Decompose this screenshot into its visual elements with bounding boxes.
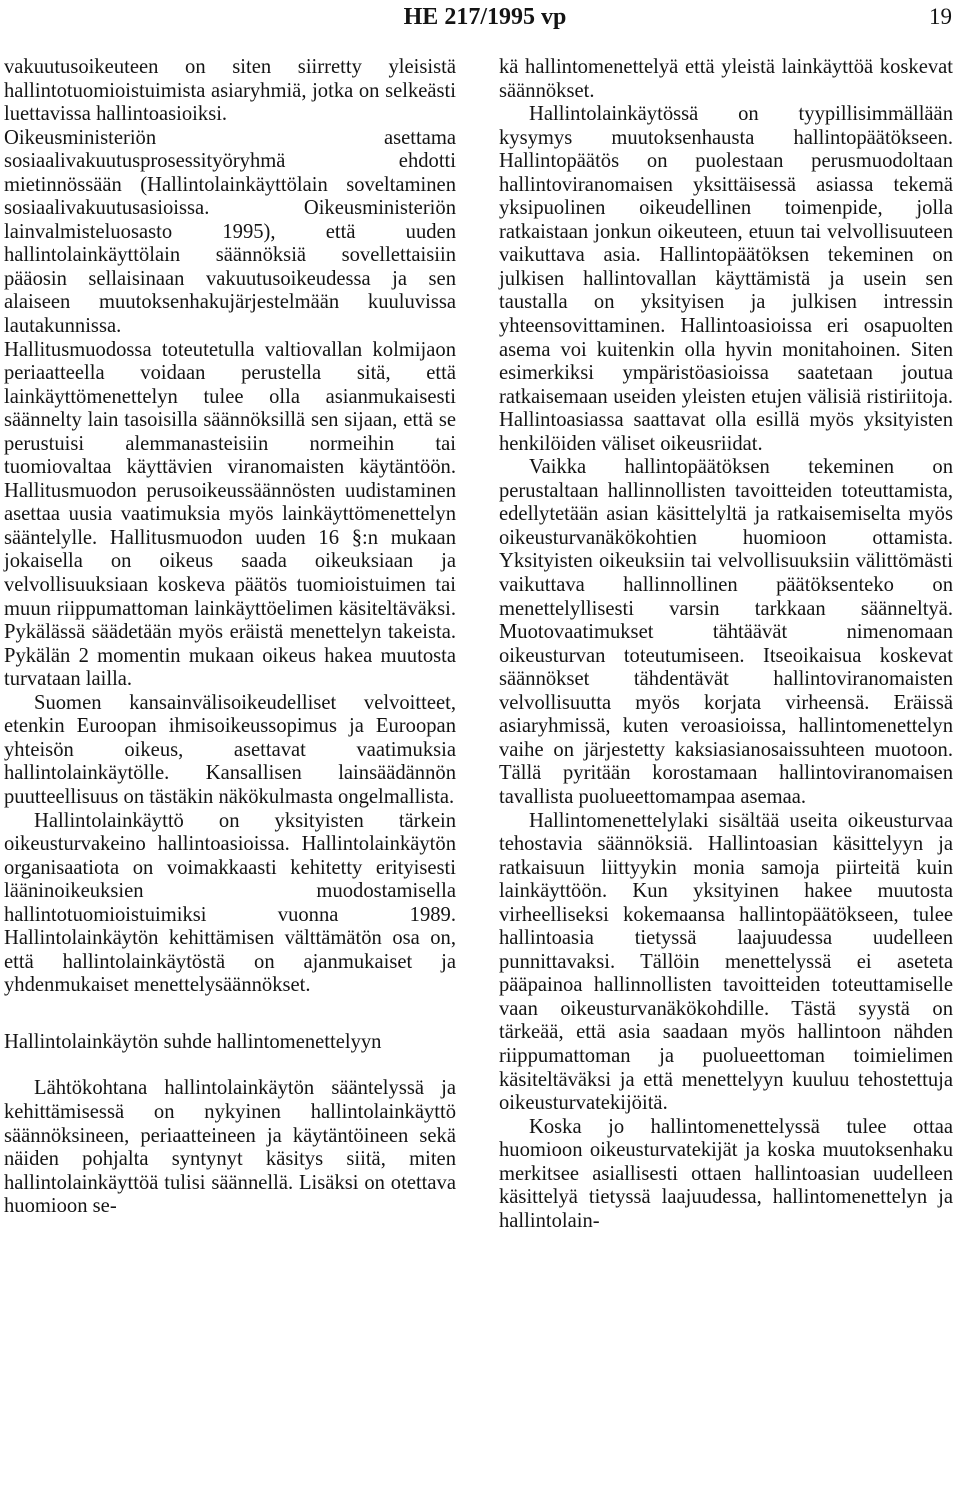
paragraph: vakuutusoikeuteen on siten siirretty yleisistä hallintotuomioistuimista asiaryhmiä, jotka on selkeästi luettavissa hallintoasioiksi. — [4, 56, 456, 126]
paragraph: Koska jo hallintomenettelyssä tulee ottaa huomioon oikeusturvatekijät ja koska muutoksenhaku merkitsee asiallisesti ottaen hallintoasian uudelleen käsittelyä tietyssä laajuudessa, hallintomenettelyn ja hallintolain- — [499, 1115, 953, 1232]
paragraph: Oikeusministeriön asettama sosiaalivakuutusprosessityöryhmä ehdotti mietinnössään (Hallintolainkäyttölain soveltaminen sosiaalivakuutusasioissa. Oikeusministeriön lainvalmisteluosasto 1995), että uuden hallintolainkäyttölain säännöksiä sovellettaisiin pääosin sellaisinaan vakuutusoikeudessa ja sen alaiseen muutoksenhakujärjestelmään kuuluvissa lautakunnissa. — [4, 126, 456, 338]
paragraph: Hallitusmuodossa toteutetulla valtiovallan kolmijaon periaatteella voidaan perustella sitä, että lainkäyttömenettelyn tulee olla asianmukaisesti säännelty lain tasoisilla säännöksillä sen sijaan, että se perustuisi alemmanasteisiin normeihin tai tuomiovaltaa käyttävien viranomaisten käytäntöön. Hallitusmuodon perusoikeussäännösten uudistaminen asettaa uusia vaatimuksia myös lainkäyttömenettelyn sääntelylle. Hallitusmuodon uuden 16 §:n mukaan jokaisella on oikeus saada oikeuksiaan ja velvollisuuksiaan koskeva päätös tuomioistuimen tai muun riippumattoman lainkäyttöelimen käsiteltäväksi. Pykälässä säädetään myös eräistä menettelyn takeista. Pykälän 2 momentin mukaan oikeus hakea muutosta turvataan lailla. — [4, 338, 456, 691]
paragraph: kä hallintomenettelyä että yleistä lainkäyttöä koskevat säännökset. — [499, 56, 953, 102]
paragraph: Hallintomenettelylaki sisältää useita oikeusturvaa tehostavia säännöksiä. Hallintoasian käsittelyyn ja ratkaisuun liittyykin monia samoja piirteitä kuin lainkäyttöön. Kun yksityinen hakee muutosta virheelliseksi kokemaansa hallintopäätökseen, tulee hallintoasia tietyssä laajuudessa uudelleen punnittavaksi. Tällöin menettelyssä ei aseteta pääpainoa hallinnollisten tavoitteiden toteuttamiselle vaan oikeusturvanäkökohdille. Tästä syystä on tärkeää, että asia saadaan myös hallintoon nähden riippumattoman ja puolueettoman toimielimen käsiteltäväksi ja että menettelyyn kuuluu tehostettuja oikeusturvatekijöitä. — [499, 809, 953, 1115]
page-header — [0, 0, 960, 40]
page-number: 19 — [929, 4, 952, 29]
paragraph: Hallintolainkäytössä on tyypillisimmällään kysymys muutoksenhausta hallintopäätökseen. Hallintopäätös on puolestaan perusmuodoltaan hallintoviranomaisen yksittäisessä asiassa tekemä yksipuolinen oikeudellinen toimenpide, jolla ratkaistaan jonkun oikeuteen, etuun tai velvollisuuteen vaikuttava asia. Hallintopäätöksen tekeminen on julkisen hallintovallan käyttämistä ja usein sen taustalla on yksityisen ja julkisen intressin yhteensovittaminen. Hallintoasioissa eri osapuolten asema voi kuitenkin olla hyvin monitahoinen. Siten esimerkiksi ympäristöasioissa saatetaan joutua ratkaisemaan useiden yleisten etujen välisiä ristiriitoja. Hallintoasiassa saattavat olla esillä myös yksityisten henkilöiden väliset oikeusriidat. — [499, 103, 953, 455]
paragraph: Lähtökohtana hallintolainkäytön sääntelyssä ja kehittämisessä on nykyinen hallintolainkäyttö säännöksineen, periaatteineen ja käytäntöineen sekä näiden pohjalta syntynyt käsitys siitä, miten hallintolainkäyttöä tulisi säännellä. Lisäksi on otettava huomioon se- — [4, 1077, 456, 1218]
paragraph: Vaikka hallintopäätöksen tekeminen on perustaltaan hallinnollisten tavoitteiden toteuttamista, edellytetään asian käsittelyltä ja ratkaisemiselta myös oikeusturvanäkökohtien huomioon ottamista. Yksityisten oikeuksiin tai velvollisuuksiin välittömästi vaikuttava hallinnollinen päätöksenteko on menettelyllisesti varsin tarkkaan säänneltyä. Muotovaatimukset tähtäävät nimenomaan oikeusturvan toteutumiseen. Itseoikaisua koskevat säännökset tähdentävät hallintoviranomaisten velvollisuutta myös korjata virheensä. Eräissä asiaryhmissä, kuten veroasioissa, hallintomenettelyn vaihe on järjestetty kaksiasianosaissuhteen muotoon. Tällä pyritään korostamaan hallintoviranomaisen tavallista puolueettomampaa asemaa. — [499, 456, 953, 808]
left-column — [4, 56, 456, 1219]
section-heading: Hallintolainkäytön suhde hallintomenettelyyn — [4, 1030, 382, 1053]
paragraph: Hallintolainkäyttö on yksityisten tärkein oikeusturvakeino hallintoasioissa. Hallintolainkäytön organisaatiota on voimakkaasti kehitetty erityisesti lääninoikeuksien muodostamisella hallintotuomioistuimiksi vuonna 1989. Hallintolainkäytön kehittämisen välttämätön osa on, että hallintolainkäytöstä on ajanmukaiset ja yhdenmukaiset menettelysäännökset. — [4, 809, 456, 997]
right-column — [499, 56, 953, 1233]
document-id: HE 217/1995 vp — [403, 4, 567, 30]
paragraph: Suomen kansainvälisoikeudelliset velvoitteet, etenkin Euroopan ihmisoikeussopimus ja Euroopan yhteisön oikeus, asettavat vaatimuksia hallintolainkäytölle. Kansallisen lainsäädännön puutteellisuus on tästäkin näkökulmasta ongelmallista. — [4, 691, 456, 808]
